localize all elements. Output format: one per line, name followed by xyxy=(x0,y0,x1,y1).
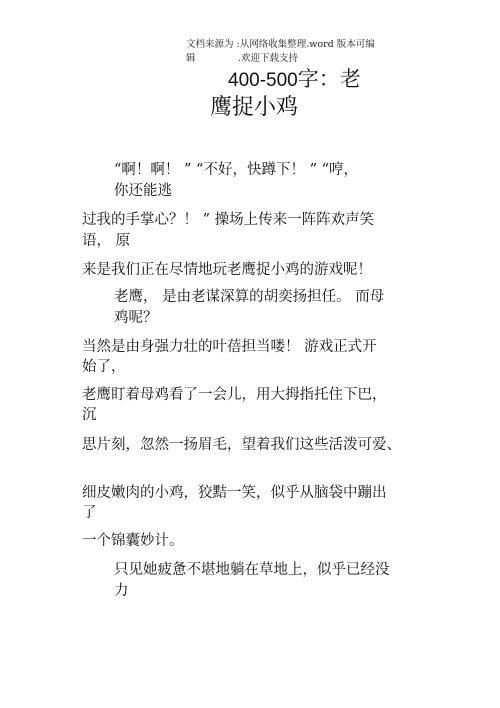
source-note-line1: 文档来源为 :从网络收集整理.word 版本可编 xyxy=(186,39,375,50)
body-line: 始了， xyxy=(82,359,126,375)
body-line: 鸡呢？ xyxy=(114,310,158,326)
body-line: 了 xyxy=(82,505,97,521)
title-number: 400-500 xyxy=(228,70,298,91)
body-line: “啊！啊！ ” “不好，快蹲下！ ” “哼， xyxy=(114,162,358,178)
body-line: 你还能逃 xyxy=(114,183,172,199)
body-line: 过我的手掌心？！ ” 操场上传来一阵阵欢声笑 xyxy=(82,212,375,228)
body-line: 当然是由身强力壮的叶蓓担当喽！ 游戏正式开 xyxy=(82,339,377,355)
source-note xyxy=(186,38,396,66)
title-line-1 xyxy=(228,64,361,96)
body-line: 沉 xyxy=(82,407,97,423)
body-line: 一个锦囊妙计。 xyxy=(82,533,184,549)
source-note-line2-right: .欢迎下载支持 xyxy=(237,53,298,64)
body-line: 语， 原 xyxy=(82,233,131,249)
source-note-line2-left: 辑 xyxy=(186,53,196,64)
title-suffix: 字：老 xyxy=(297,67,361,91)
title-line-2: 鹰捉小鸡 xyxy=(210,95,299,120)
body-line: 老鹰盯着母鸡看了一会儿，用大拇指托住下巴， xyxy=(82,387,387,403)
body-line: 细皮嫩肉的小鸡，狡黠一笑，似乎从脑袋中蹦出 xyxy=(82,485,387,501)
body-line: 思片刻，忽然一扬眉毛，望着我们这些活泼可爱、 xyxy=(82,437,401,453)
body-line: 老鹰， 是由老谋深算的胡奕扬担任。 而母 xyxy=(114,289,385,305)
body-line: 力 xyxy=(114,583,129,599)
body-line: 来是我们正在尽情地玩老鹰捉小鸡的游戏呢！ xyxy=(82,262,372,278)
body-line: 只见她疲惫不堪地躺在草地上，似乎已经没 xyxy=(114,562,390,578)
